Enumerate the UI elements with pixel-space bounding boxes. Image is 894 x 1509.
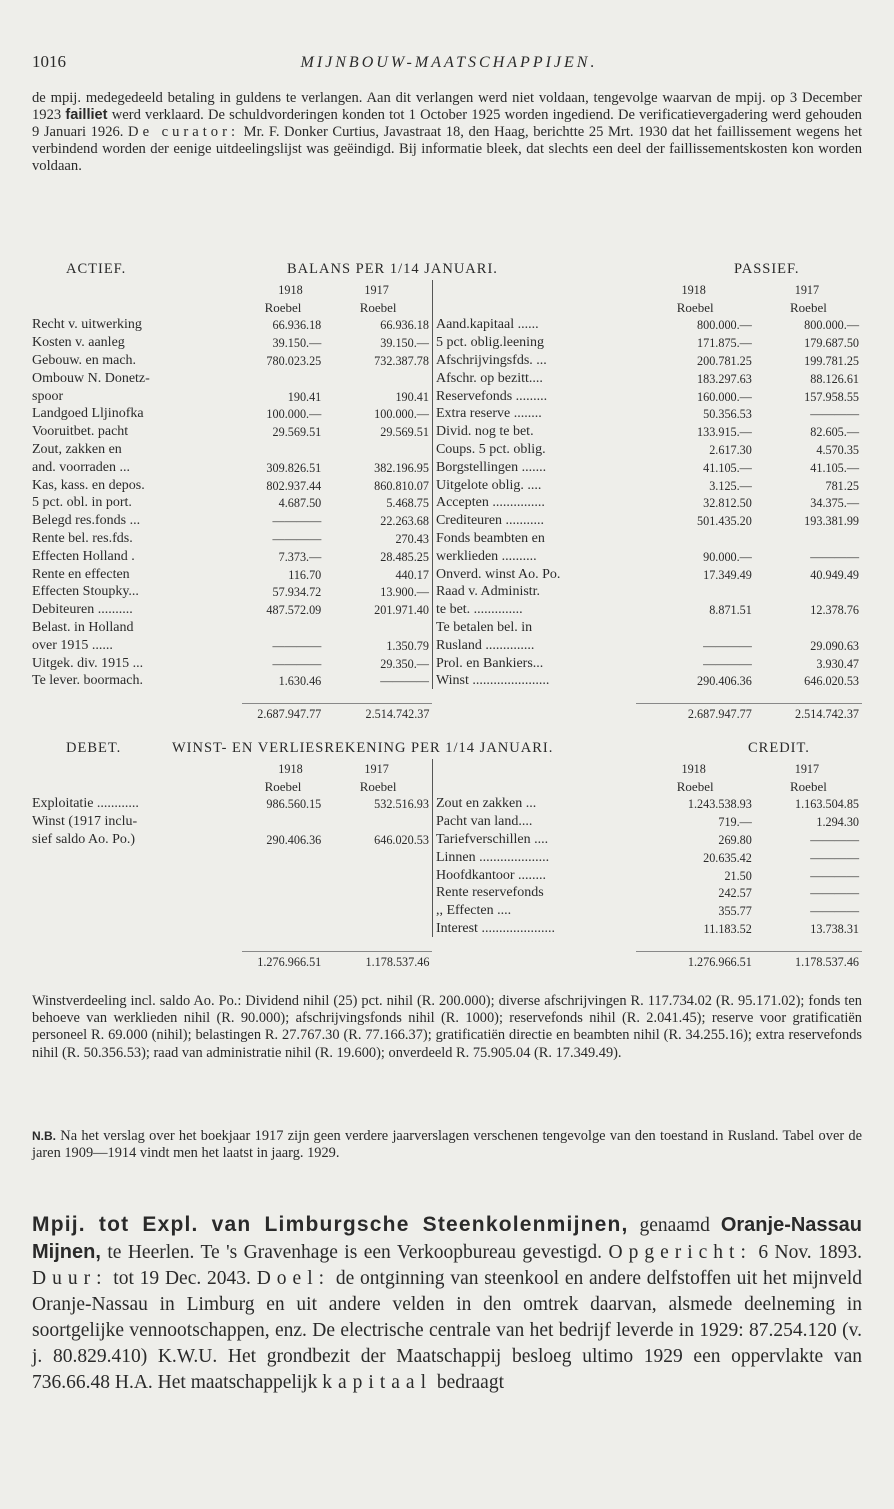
pl-title: WINST- EN VERLIESREKENING PER 1/14 JANUARI. (172, 740, 554, 756)
total-cell: 1.178.537.46 (755, 952, 862, 970)
row-label-left: sief saldo Ao. Po.) (32, 831, 136, 847)
value-cell: ———— (380, 674, 429, 689)
value-cell: 190.41 (287, 389, 322, 404)
value-cell (242, 812, 325, 830)
row-label-left: over 1915 ...... (32, 637, 113, 653)
row-label-left: Gebouw. en mach. (32, 352, 137, 368)
value-cell: ———— (703, 656, 752, 671)
row-label-right: Rente reservefonds (432, 884, 635, 902)
value-cell: 719.— (718, 815, 752, 830)
value-cell (755, 618, 862, 636)
value-cell: 12.378.76 (810, 603, 859, 618)
intro-text-2: werd verklaard. De schuldvorderingen konden tot 1 October 1925 worden ingediend. De verificatievergadering werd gehouden 9 Januari 1926. (32, 107, 862, 140)
value-cell (324, 618, 432, 636)
year-header: 1918 (681, 282, 706, 297)
value-cell: 802.937.44 (266, 478, 322, 493)
row-label-right: Extra reserve ........ (432, 405, 635, 423)
value-cell (636, 529, 755, 547)
row-label-right: Winst ...................... (432, 672, 635, 690)
value-cell (242, 440, 325, 458)
value-cell: 41.105.— (810, 460, 859, 475)
row-label-right: Tariefverschillen .... (432, 830, 635, 848)
row-label-right: Afschrijvingsfds. ... (432, 351, 635, 369)
value-cell: 179.687.50 (804, 336, 859, 351)
value-cell (755, 583, 862, 601)
row-label-right: Zout en zakken ... (432, 795, 635, 813)
table-row (32, 830, 862, 848)
value-cell (324, 866, 432, 884)
profit-loss-table (32, 737, 862, 937)
row-label-left (32, 848, 242, 866)
value-cell: 20.635.42 (703, 850, 752, 865)
year-header: 1917 (364, 761, 389, 776)
value-cell: 160.000.— (697, 389, 752, 404)
company-text-2: 6 Nov. 1893. (758, 1242, 862, 1263)
value-cell: 270.43 (395, 531, 429, 546)
row-label-left: Ombouw N. Donetz- (32, 370, 150, 386)
value-cell: 50.356.53 (703, 407, 752, 422)
row-label-right: Uitgelote oblig. .... (432, 476, 635, 494)
table-row (32, 901, 862, 919)
value-cell (242, 901, 325, 919)
value-cell: 646.020.53 (374, 832, 429, 847)
total-cell: 1.276.966.51 (242, 952, 325, 970)
value-cell: 13.900.— (380, 585, 429, 600)
winstverdeeling-paragraph: Winstverdeeling incl. saldo Ao. Po.: Dividend nihil (25) pct. nihil (R. 200.000); diverse afschrijvingen R. 117.734.02 (R. 95.171.02); fonds ten behoeve van werklieden nihil (R. 90.000); afschrijvingsfonds nihil (R. 1000); reservefonds nihil (R. 2.041.45); reserve voor gratificatiën personeel R. 69.000 (nihil); belastingen R. 27.767.30 (R. 77.166.37); gratificatiën directie en beambten nihil (R. 34.255.16); extra reservefonds nihil (R. 50.356.53); raad van administratie nihil (R. 19.600); onverdeeld R. 75.905.04 (R. 17.349.49). (32, 993, 862, 1061)
total-cell: 2.687.947.77 (242, 704, 325, 722)
row-label-right: Pacht van land.... (432, 812, 635, 830)
value-cell: 780.023.25 (266, 353, 322, 368)
value-cell: 290.406.36 (266, 832, 322, 847)
value-cell: 355.77 (718, 904, 752, 919)
value-cell: 7.373.— (278, 549, 322, 564)
value-cell: ———— (810, 868, 859, 883)
row-label-right: Divid. nog te bet. (432, 422, 635, 440)
doel-label: Doel: (256, 1268, 331, 1289)
value-cell (242, 884, 325, 902)
balance-title: BALANS PER 1/14 JANUARI. (287, 261, 498, 277)
value-cell: 39.150.— (272, 336, 322, 351)
row-label-left (32, 884, 242, 902)
year-header: 1918 (681, 761, 706, 776)
value-cell: 100.000.— (266, 407, 322, 422)
row-label-right: Afschr. op bezitt.... (432, 369, 635, 387)
value-cell: 29.569.51 (272, 425, 322, 440)
total-cell: 2.514.742.37 (324, 704, 432, 722)
opgericht-label: Opgericht: (608, 1242, 752, 1263)
table-row (32, 422, 862, 440)
row-label-right: Te betalen bel. in (432, 618, 635, 636)
value-cell: 29.350.— (380, 656, 429, 671)
value-cell: ———— (272, 656, 322, 671)
value-cell (324, 369, 432, 387)
table-row (32, 476, 862, 494)
value-cell: 29.569.51 (380, 425, 429, 440)
row-label-right: Reservefonds ......... (432, 387, 635, 405)
value-cell: 532.516.93 (374, 797, 429, 812)
row-label-left (32, 919, 242, 937)
value-cell: 57.934.72 (272, 585, 322, 600)
curator-label: De curator: (128, 124, 240, 140)
company-text-1: te Heerlen. Te 's Gravenhage is een Verkoopbureau gevestigd. (107, 1242, 603, 1263)
company-text-4: de ontginning van steenkool en andere delfstoffen uit het mijnveld Oranje-Nassau in Limburg en uit andere velden in den omtrek daarvan, alsmede deelneming in soortgelijke vennootschappen, enz. De electrische centrale van het bedrijf leverde in 1929: 87.254.120 (v. j. 80.829.410) K.W.U. Het grondbezit der Maatschappij besloeg ultimo 1929 een oppervlakte van 736.66.48 H.A. Het maatschappelijk (32, 1268, 863, 1393)
value-cell: 41.105.— (703, 460, 752, 475)
table-row (32, 458, 862, 476)
value-cell (324, 812, 432, 830)
nb-paragraph (32, 1128, 862, 1162)
table-row (32, 866, 862, 884)
kapitaal-label: kapitaal (322, 1372, 432, 1393)
value-cell: 732.387.78 (374, 353, 429, 368)
value-cell (324, 884, 432, 902)
value-cell: 986.560.15 (266, 797, 322, 812)
value-cell: 4.687.50 (278, 496, 322, 511)
value-cell: 200.781.25 (697, 353, 752, 368)
value-cell: 193.381.99 (804, 514, 859, 529)
row-label-left: 5 pct. obl. in port. (32, 495, 132, 511)
table-row (32, 919, 862, 937)
row-label-left: Belegd res.fonds ... (32, 513, 141, 529)
row-label-left: Effecten Holland . (32, 548, 135, 564)
value-cell: 382.196.95 (374, 460, 429, 475)
value-cell (242, 848, 325, 866)
value-cell: 66.936.18 (272, 318, 322, 333)
row-label-right: Fonds beambten en (432, 529, 635, 547)
year-header: 1918 (278, 761, 303, 776)
unit-header: Roebel (359, 778, 397, 794)
total-cell: 1.178.537.46 (324, 952, 432, 970)
value-cell: 1.294.30 (816, 815, 859, 830)
table-row (32, 387, 862, 405)
value-cell: 781.25 (825, 478, 859, 493)
unit-header: Roebel (359, 299, 397, 315)
value-cell: 440.17 (395, 567, 429, 582)
row-label-left: Recht v. uitwerking (32, 317, 142, 333)
table-row (32, 600, 862, 618)
row-label-left: Kas, kass. en depos. (32, 477, 145, 493)
total-cell: 2.687.947.77 (636, 704, 755, 722)
value-cell: 501.435.20 (697, 514, 752, 529)
table-row (32, 529, 862, 547)
passief-label: PASSIEF. (734, 261, 800, 277)
value-cell: 201.971.40 (374, 603, 429, 618)
value-cell (242, 369, 325, 387)
value-cell: 82.605.— (810, 425, 859, 440)
intro-text-1: de mpij. medegedeeld betaling in guldens te verlangen. Aan dit verlangen werd niet voldaan, tengevolge waarvan de mpij. op 3 December 1923 (32, 90, 862, 123)
table-row (32, 351, 862, 369)
value-cell: 29.090.63 (810, 638, 859, 653)
duur-label: Duur: (32, 1268, 108, 1289)
pl-totals (32, 951, 862, 970)
table-row (32, 405, 862, 423)
value-cell (242, 618, 325, 636)
table-row (32, 565, 862, 583)
company-text-5: bedraagt (436, 1372, 505, 1393)
company-alias: Oranje-Nassau Mijnen, (32, 1214, 862, 1263)
value-cell: 17.349.49 (703, 567, 752, 582)
company-entry (32, 1212, 862, 1396)
row-label-left: spoor (32, 388, 64, 404)
value-cell: 32.812.50 (703, 496, 752, 511)
value-cell: ———— (810, 549, 859, 564)
value-cell: 90.000.— (703, 549, 752, 564)
value-cell: 13.738.31 (810, 921, 859, 936)
year-header: 1918 (278, 282, 303, 297)
value-cell: 11.183.52 (703, 921, 752, 936)
value-cell: ———— (810, 407, 859, 422)
table-row (32, 672, 862, 690)
value-cell: 100.000.— (374, 407, 429, 422)
value-cell: 183.297.63 (697, 371, 752, 386)
row-label-left: Uitgek. div. 1915 ... (32, 655, 144, 671)
table-row (32, 333, 862, 351)
value-cell: 290.406.36 (697, 674, 752, 689)
row-label-left (32, 901, 242, 919)
actief-label: ACTIEF. (66, 261, 127, 277)
table-row (32, 583, 862, 601)
value-cell: ———— (272, 531, 322, 546)
table-row (32, 618, 862, 636)
row-label-left: Rente bel. res.fds. (32, 530, 133, 546)
table-row (32, 547, 862, 565)
table-row (32, 636, 862, 654)
value-cell: 157.958.55 (804, 389, 859, 404)
company-name: Mpij. tot Expl. van Limburgsche Steenkolenmijnen, (32, 1213, 629, 1236)
total-cell: 2.514.742.37 (755, 704, 862, 722)
genaamd-text: genaamd (639, 1215, 710, 1236)
page-number: 1016 (32, 52, 66, 71)
value-cell (324, 848, 432, 866)
intro-text-3: Mr. F. Donker Curtius, Javastraat 18, den Haag, berichtte 25 Mrt. 1930 dat het faillissement wegens het verbindend worden der eenige uitdeelingslijst was geëindigd. Bij informatie bleek, dat slechts een deel der faillissementskosten kon worden voldaan. (32, 124, 863, 174)
value-cell: 34.375.— (810, 496, 859, 511)
unit-header: Roebel (264, 778, 302, 794)
balance-sheet-table (32, 258, 862, 689)
value-cell: 242.57 (718, 886, 752, 901)
debet-label: DEBET. (66, 740, 122, 756)
year-header: 1917 (364, 282, 389, 297)
row-label-left: Landgoed Lljinofka (32, 406, 144, 422)
value-cell: 66.936.18 (380, 318, 429, 333)
value-cell: 40.949.49 (810, 567, 859, 582)
balance-totals (32, 703, 862, 722)
value-cell: 190.41 (395, 389, 429, 404)
value-cell: 1.350.79 (386, 638, 429, 653)
row-label-left (32, 866, 242, 884)
value-cell: 39.150.— (380, 336, 429, 351)
value-cell: 3.930.47 (816, 656, 859, 671)
value-cell: 171.875.— (697, 336, 752, 351)
value-cell: 3.125.— (709, 478, 752, 493)
row-label-right: Coups. 5 pct. oblig. (432, 440, 635, 458)
value-cell: 133.915.— (697, 425, 752, 440)
value-cell: ———— (272, 514, 322, 529)
row-label-right: 5 pct. oblig.leening (432, 333, 635, 351)
value-cell: 5.468.75 (386, 496, 429, 511)
value-cell (324, 440, 432, 458)
value-cell (324, 901, 432, 919)
row-label-right: Onverd. winst Ao. Po. (432, 565, 635, 583)
value-cell: 22.263.68 (380, 514, 429, 529)
row-label-right: Interest ..................... (432, 919, 635, 937)
value-cell: 1.243.538.93 (687, 797, 752, 812)
table-row (32, 440, 862, 458)
row-label-right: Prol. en Bankiers... (432, 654, 635, 672)
table-row (32, 494, 862, 512)
credit-label: CREDIT. (748, 740, 810, 756)
intro-paragraph (32, 90, 862, 175)
row-label-left: Debiteuren .......... (32, 602, 133, 618)
row-label-left: Belast. in Holland (32, 619, 134, 635)
row-label-left: Te lever. boormach. (32, 673, 143, 689)
page-header (32, 52, 866, 76)
value-cell: 4.570.35 (816, 442, 859, 457)
value-cell: ———— (810, 886, 859, 901)
value-cell (755, 529, 862, 547)
value-cell: 1.163.504.85 (795, 797, 859, 812)
company-text-3: tot 19 Dec. 2043. (113, 1268, 251, 1289)
row-label-left: Exploitatie ............ (32, 796, 139, 812)
failliet-word: failliet (65, 107, 108, 123)
value-cell: 309.826.51 (266, 460, 322, 475)
row-label-left: Rente en effecten (32, 566, 130, 582)
row-label-right: werklieden .......... (432, 547, 635, 565)
table-row (32, 848, 862, 866)
value-cell: 28.485.25 (380, 549, 429, 564)
row-label-right: Accepten ............... (432, 494, 635, 512)
running-title: MIJNBOUW-MAATSCHAPPIJEN. (300, 54, 598, 71)
row-label-right: ,, Effecten .... (432, 901, 635, 919)
value-cell: ———— (810, 832, 859, 847)
row-label-right: Crediteuren ........... (432, 511, 635, 529)
table-row (32, 795, 862, 813)
year-header: 1917 (794, 282, 820, 297)
value-cell: ———— (272, 638, 322, 653)
row-label-left: Effecten Stoupky... (32, 584, 139, 600)
unit-header: Roebel (264, 299, 302, 315)
value-cell: 269.80 (718, 832, 752, 847)
value-cell: ———— (703, 638, 752, 653)
row-label-right: Hoofdkantoor ........ (432, 866, 635, 884)
value-cell: 199.781.25 (804, 353, 859, 368)
row-label-left: Winst (1917 inclu- (32, 814, 138, 830)
value-cell: 800.000.— (697, 318, 752, 333)
value-cell: 8.871.51 (709, 603, 752, 618)
value-cell: 860.810.07 (374, 478, 429, 493)
unit-header: Roebel (676, 299, 714, 315)
table-row (32, 812, 862, 830)
nb-text: Na het verslag over het boekjaar 1917 zijn geen verdere jaarverslagen verschenen tengevolge van den toestand in Rusland. Tabel over de jaren 1909—1914 vindt men het laatst in jaarg. 1929. (32, 1128, 862, 1162)
row-label-left: Kosten v. aanleg (32, 335, 125, 351)
value-cell: 116.70 (288, 567, 322, 582)
value-cell: ———— (810, 904, 859, 919)
value-cell: ———— (810, 850, 859, 865)
row-label-left: and. voorraden ... (32, 459, 130, 475)
year-header: 1917 (794, 761, 820, 776)
row-label-right: Aand.kapitaal ...... (432, 316, 635, 334)
value-cell: 2.617.30 (709, 442, 752, 457)
value-cell: 800.000.— (804, 318, 859, 333)
value-cell (242, 866, 325, 884)
table-row (32, 884, 862, 902)
row-label-right: Raad v. Administr. (432, 583, 635, 601)
value-cell: 646.020.53 (804, 674, 859, 689)
unit-header: Roebel (790, 299, 827, 315)
value-cell: 487.572.09 (266, 603, 322, 618)
value-cell: 1.630.46 (278, 674, 322, 689)
table-row (32, 369, 862, 387)
value-cell (636, 583, 755, 601)
value-cell (324, 919, 432, 937)
value-cell: 21.50 (724, 868, 752, 883)
row-label-right: Rusland .............. (432, 636, 635, 654)
row-label-left: Zout, zakken en (32, 441, 122, 457)
table-row (32, 316, 862, 334)
row-label-right: Borgstellingen ....... (432, 458, 635, 476)
value-cell (636, 618, 755, 636)
nb-label: N.B. (32, 1129, 56, 1143)
total-cell: 1.276.966.51 (636, 952, 755, 970)
row-label-left: Vooruitbet. pacht (32, 424, 129, 440)
table-row (32, 511, 862, 529)
unit-header: Roebel (790, 778, 827, 794)
value-cell: 88.126.61 (810, 371, 859, 386)
unit-header: Roebel (676, 778, 714, 794)
row-label-right: Linnen .................... (432, 848, 635, 866)
value-cell (242, 919, 325, 937)
table-row (32, 654, 862, 672)
row-label-right: te bet. .............. (432, 600, 635, 618)
